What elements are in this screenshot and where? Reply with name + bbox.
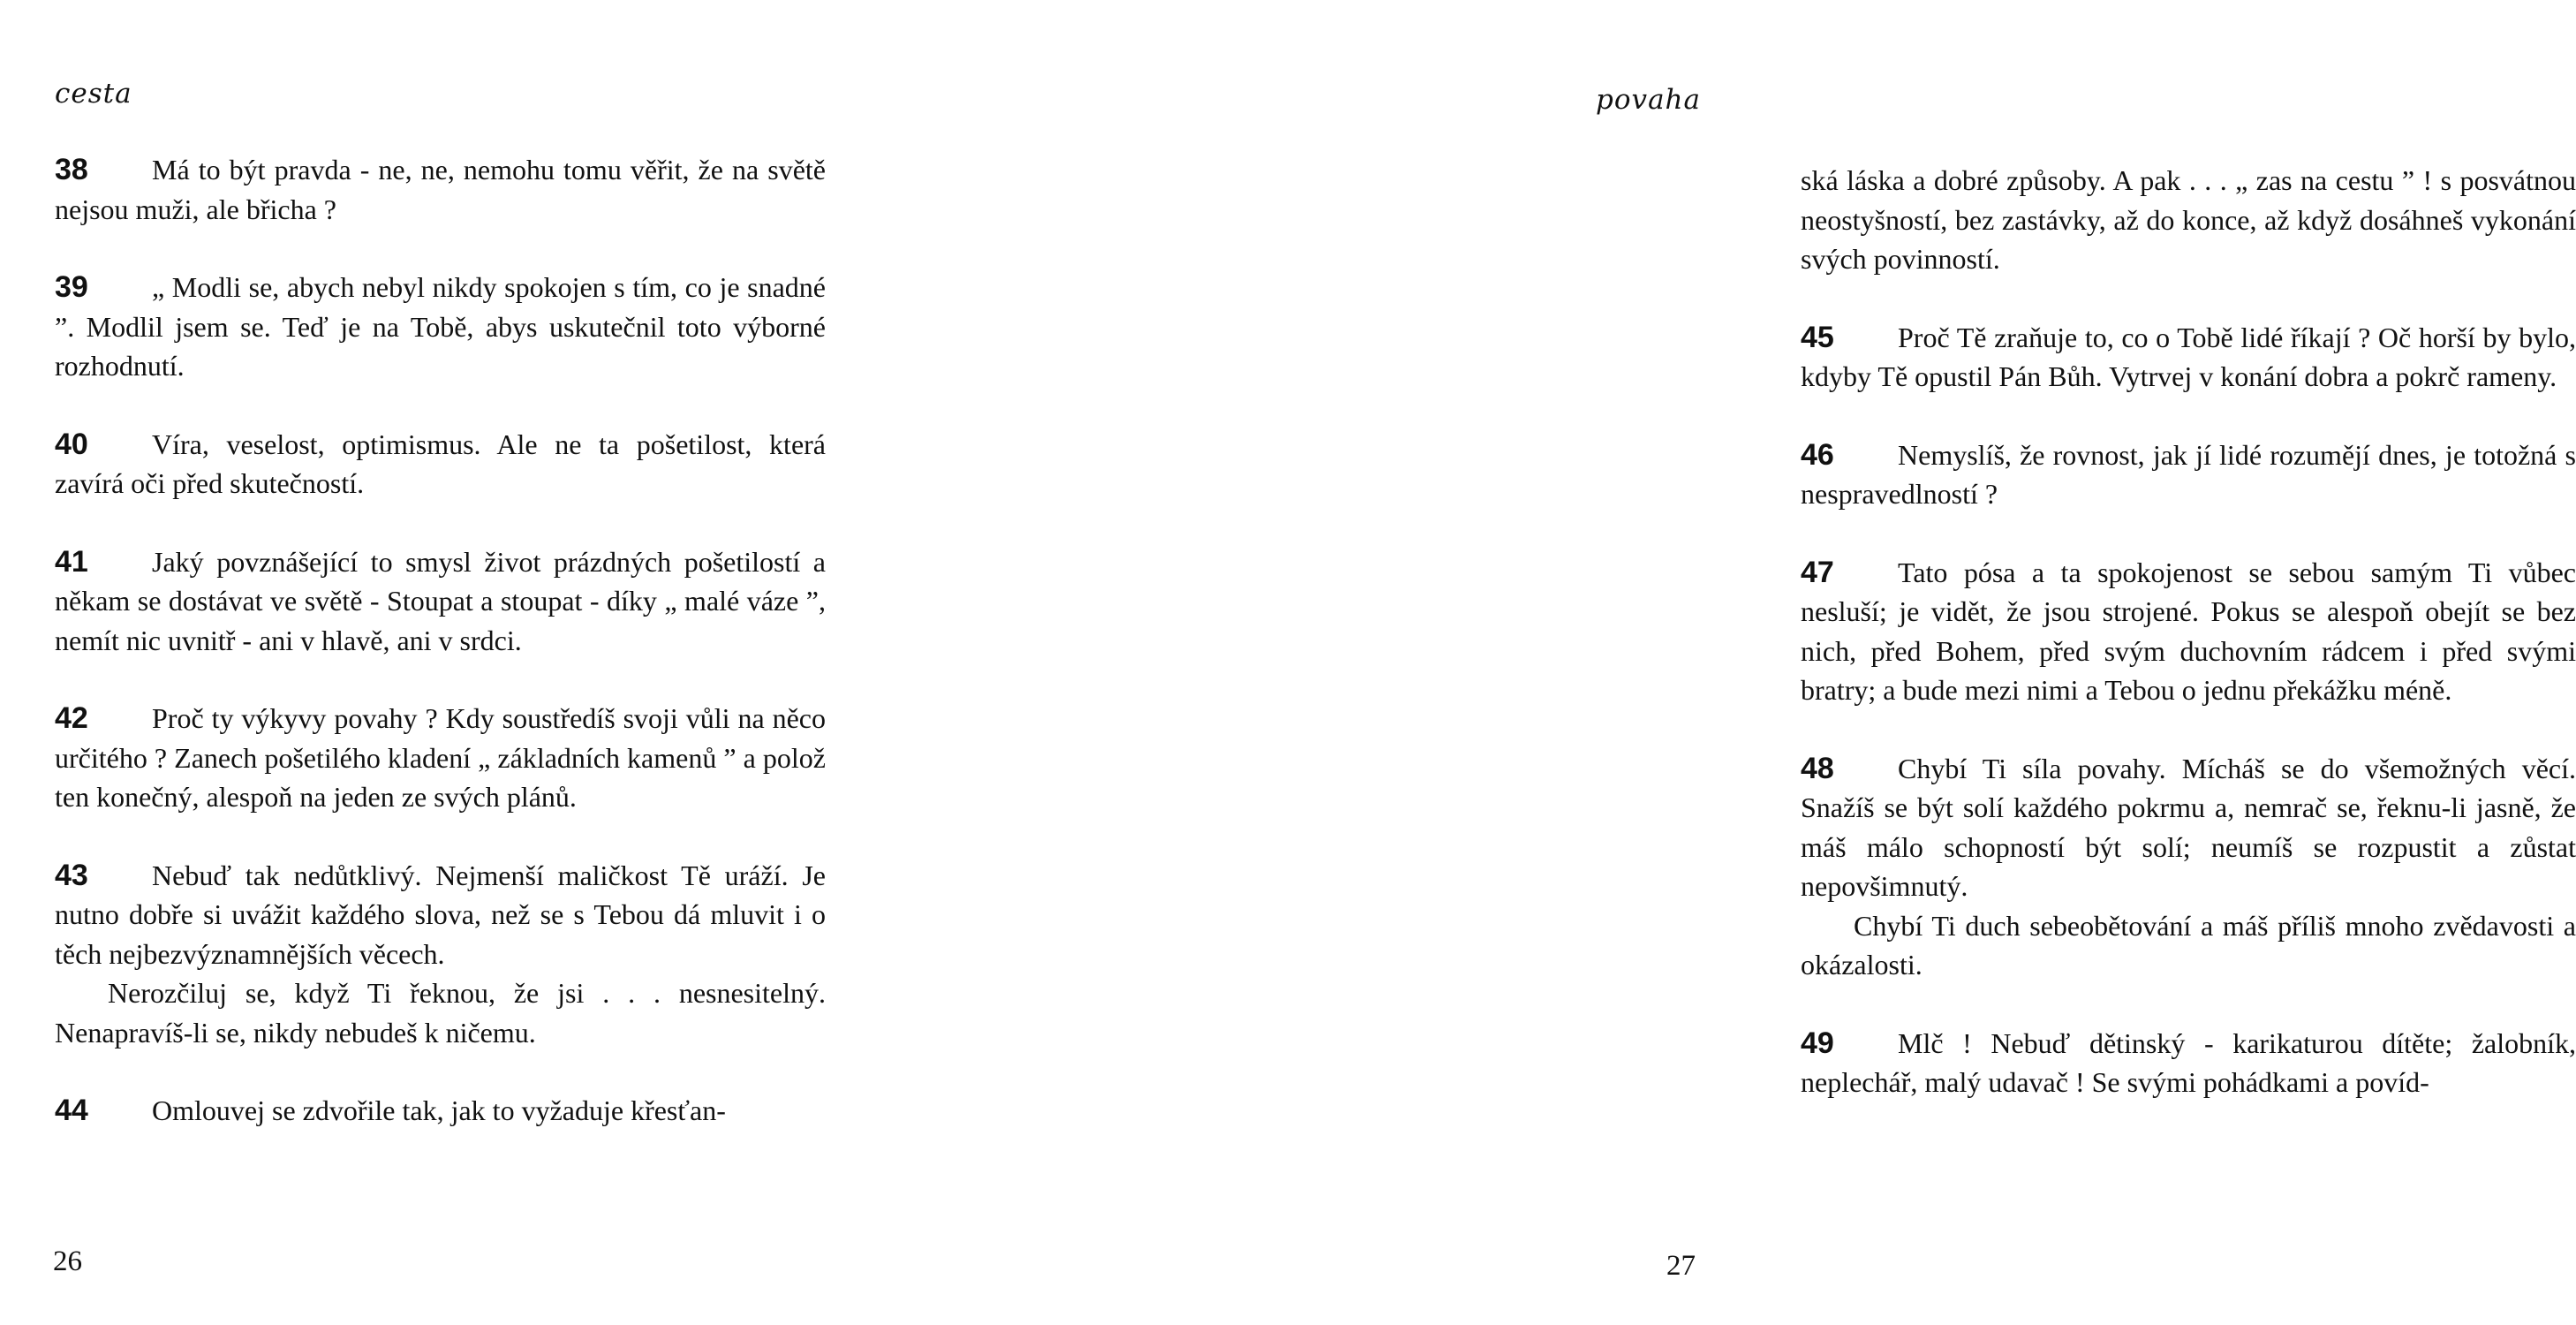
point-49 <box>1801 1024 2576 1102</box>
point-number: 39 <box>55 270 88 304</box>
point-text: Proč Tě zraňuje to, co o Tobě lidé říkají ? Oč horší by bylo, kdyby Tě opustil Pán Bůh. Vytrvej v konání dobra a pokrč rameny. <box>1801 321 2576 392</box>
running-head: cesta <box>55 78 132 110</box>
point-text: Mlč ! Nebuď dětinský - karikaturou dítěte; žalobník, neplechář, malý udavač ! Se svými pohádkami a povíd- <box>1801 1026 2576 1098</box>
point-38 <box>55 150 826 229</box>
point-text: Nebuď tak nedůtklivý. Nejmenší maličkost Tě uráží. Je nutno dobře si uvážit každého slova, než se s Tebou dá mluvit i o těch nejbezvýznamnějších věcech. <box>55 859 826 970</box>
point-42 <box>55 699 826 817</box>
running-head: povaha <box>1596 84 1701 116</box>
text-block <box>55 150 826 1131</box>
point-text: Proč ty výkyvy povahy ? Kdy soustředíš svoji vůli na něco určitého ? Zanech pošetilého kladení „ základních kamenů ” a polož ten konečný, alespoň na jeden ze svých plánů. <box>55 702 826 813</box>
point-number: 47 <box>1801 555 1834 589</box>
text-block <box>1801 161 2576 1102</box>
point-number: 42 <box>55 701 88 735</box>
point-48-continuation: Chybí Ti duch sebeobětování a máš příliš mnoho zvědavosti a okázalosti. <box>1801 909 2576 980</box>
point-45 <box>1801 318 2576 397</box>
point-40 <box>55 425 826 504</box>
point-number: 41 <box>55 544 88 579</box>
point-46 <box>1801 435 2576 514</box>
point-39 <box>55 268 826 386</box>
point-number: 49 <box>1801 1026 1834 1060</box>
point-number: 38 <box>55 153 88 186</box>
point-number: 46 <box>1801 437 1834 472</box>
point-number: 43 <box>55 858 88 892</box>
point-47 <box>1801 553 2576 710</box>
point-text: „ Modli se, abych nebyl nikdy spokojen s tím, co je snadné ”. Modlil jsem se. Teď je na Tobě, abys uskutečnil toto výborné rozhodnutí. <box>55 271 826 382</box>
point-text: Nemyslíš, že rovnost, jak jí lidé rozumějí dnes, je totožná s nespravedlností ? <box>1801 438 2576 510</box>
page-number: 27 <box>1666 1250 1696 1282</box>
point-text: Chybí Ti síla povahy. Mícháš se do všemožných věcí. Snažíš se být solí každého pokrmu a, nemrač se, řeknu-li jasně, že máš málo schopností být solí; neumíš se rozpustit a zůstat nepovšimnutý. <box>1801 752 2576 902</box>
point-48 <box>1801 749 2576 906</box>
page-number: 26 <box>53 1246 82 1277</box>
point-text: Jaký povznášející to smysl život prázdných pošetilostí a někam se dostávat ve světě - Stoupat a stoupat - díky „ malé váze ”, nemít nic uvnitř - ani v hlavě, ani v srdci. <box>55 545 826 656</box>
point-text: Omlouvej se zdvořile tak, jak to vyžaduje křesťan- <box>152 1094 726 1126</box>
point-43 <box>55 856 826 974</box>
point-number: 44 <box>55 1094 88 1127</box>
right-page <box>873 0 2576 1325</box>
point-41 <box>55 542 826 661</box>
point-number: 40 <box>55 427 88 461</box>
point-43-continuation: Nerozčiluj se, když Ti řeknou, že jsi . . . nesnesitelný. Nenapravíš-li se, nikdy nebudeš k ničemu. <box>55 977 826 1049</box>
point-number: 48 <box>1801 751 1834 785</box>
left-page <box>0 0 873 1325</box>
point-text: Víra, veselost, optimismus. Ale ne ta pošetilost, která zavírá oči před skutečností. <box>55 428 826 499</box>
point-text: Má to být pravda - ne, ne, nemohu tomu věřit, že na světě nejsou muži, ale břicha ? <box>55 154 826 225</box>
point-text: Tato pósa a ta spokojenost se sebou samým Ti vůbec nesluší; je vidět, že jsou strojené. Pokus se alespoň obejít se bez nich, před Bohem, před svým duchovním rádcem i před svými bratry; a bude mezi nimi a Tebou o jednu překážku méně. <box>1801 556 2576 706</box>
carryover-paragraph: ská láska a dobré způsoby. A pak . . . „ zas na cestu ” ! s posvátnou neostyšností, bez zastávky, až do konce, až když dosáhneš vykonání svých povinností. <box>1801 164 2576 275</box>
point-44 <box>55 1091 826 1131</box>
point-number: 45 <box>1801 320 1834 354</box>
